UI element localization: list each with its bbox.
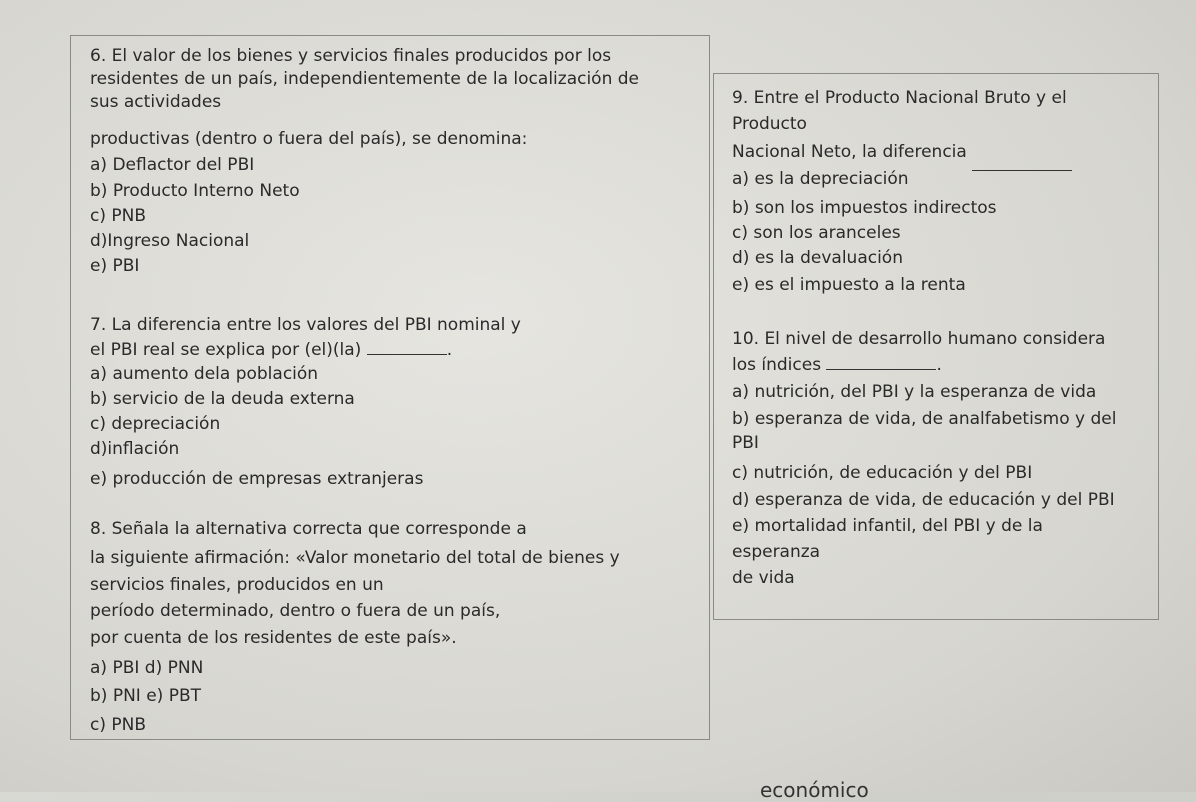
cropped-footer-text: económico bbox=[760, 778, 869, 802]
answer-blank bbox=[367, 340, 447, 355]
q6-option-a: a) Deflactor del PBI bbox=[90, 155, 255, 175]
q8-line: 8. Señala la alternativa correcta que corresponde a bbox=[90, 519, 527, 539]
q10-option-c: c) nutrición, de educación y del PBI bbox=[732, 463, 1033, 483]
q9-option-b: b) son los impuestos indirectos bbox=[732, 198, 997, 218]
q10-line: los índices . bbox=[732, 355, 942, 375]
q7-option-e: e) producción de empresas extranjeras bbox=[90, 469, 424, 489]
q6-line: 6. El valor de los bienes y servicios finales producidos por los bbox=[90, 46, 612, 66]
q6-option-b: b) Producto Interno Neto bbox=[90, 181, 300, 201]
q10-option-d: d) esperanza de vida, de educación y del PBI bbox=[732, 490, 1115, 510]
q10-option-a: a) nutrición, del PBI y la esperanza de vida bbox=[732, 382, 1097, 402]
q10-option-b-cont: PBI bbox=[732, 433, 759, 453]
q6-option-e: e) PBI bbox=[90, 256, 140, 276]
q9-option-c: c) son los aranceles bbox=[732, 223, 901, 243]
q8-line: período determinado, dentro o fuera de un país, bbox=[90, 601, 501, 621]
q8-line: la siguiente afirmación: «Valor monetario del total de bienes y bbox=[90, 548, 620, 568]
q7-option-c: c) depreciación bbox=[90, 414, 221, 434]
q8-option-c: c) PNB bbox=[90, 715, 147, 735]
q7-option-a: a) aumento dela población bbox=[90, 364, 319, 384]
q8-options-be: b) PNI e) PBT bbox=[90, 686, 202, 706]
q10-option-e-cont: esperanza bbox=[732, 542, 821, 562]
q10-line: 10. El nivel de desarrollo humano considera bbox=[732, 329, 1106, 349]
q7-line: 7. La diferencia entre los valores del PBI nominal y bbox=[90, 315, 521, 335]
q9-line: Producto bbox=[732, 114, 807, 134]
q6-line: residentes de un país, independientemente de la localización de bbox=[90, 69, 640, 89]
q6-line: productivas (dentro o fuera del país), se denomina: bbox=[90, 129, 528, 149]
answer-blank bbox=[826, 355, 936, 370]
q8-line: servicios finales, producidos en un bbox=[90, 575, 384, 595]
q8-options-ad: a) PBI d) PNN bbox=[90, 658, 204, 678]
q7-line: el PBI real se explica por (el)(la) . bbox=[90, 340, 453, 360]
answer-blank bbox=[972, 170, 1072, 171]
q10-option-e: e) mortalidad infantil, del PBI y de la bbox=[732, 516, 1043, 536]
q7-option-d: d)inflación bbox=[90, 439, 180, 459]
q10-option-e-cont: de vida bbox=[732, 568, 795, 588]
q10-option-b: b) esperanza de vida, de analfabetismo y del bbox=[732, 409, 1117, 429]
q9-line: 9. Entre el Producto Nacional Bruto y el bbox=[732, 88, 1067, 108]
q6-option-c: c) PNB bbox=[90, 206, 147, 226]
q9-line: Nacional Neto, la diferencia bbox=[732, 142, 967, 162]
q6-line: sus actividades bbox=[90, 92, 222, 112]
q9-option-e: e) es el impuesto a la renta bbox=[732, 275, 966, 295]
q9-option-d: d) es la devaluación bbox=[732, 248, 903, 268]
q9-option-a: a) es la depreciación bbox=[732, 169, 909, 189]
q6-option-d: d)Ingreso Nacional bbox=[90, 231, 250, 251]
q7-option-b: b) servicio de la deuda externa bbox=[90, 389, 355, 409]
q8-line: por cuenta de los residentes de este país». bbox=[90, 628, 457, 648]
